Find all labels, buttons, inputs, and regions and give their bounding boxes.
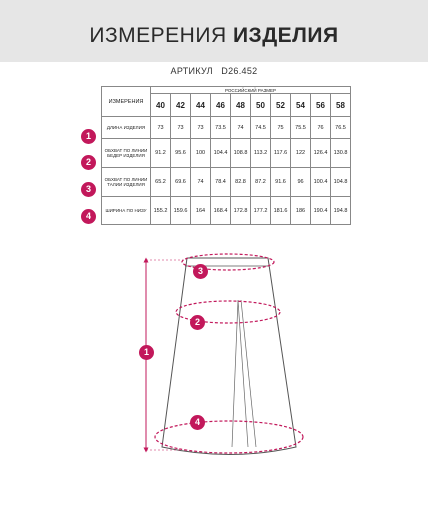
table-cell: 104.4: [211, 139, 231, 168]
size-header: 40: [151, 94, 171, 117]
table-cell: 75.5: [291, 117, 311, 139]
table-cell: 76.5: [331, 117, 351, 139]
table-cell: 74: [191, 168, 211, 197]
table-cell: 96: [291, 168, 311, 197]
size-header: 48: [231, 94, 251, 117]
table-cell: 168.4: [211, 197, 231, 225]
row-label: ОБХВАТ ПО ЛИНИИ БЕДЕР ИЗДЕЛИЯ: [102, 139, 151, 168]
table-cell: 75: [271, 117, 291, 139]
title-bold: ИЗДЕЛИЯ: [232, 24, 339, 47]
table-cell: 74: [231, 117, 251, 139]
table-cell: 113.2: [251, 139, 271, 168]
table-cell: 194.8: [331, 197, 351, 225]
row-badge-3: 3: [81, 182, 96, 197]
diagram-marker-2: 2: [190, 315, 205, 330]
table-cell: 108.8: [231, 139, 251, 168]
table-cell: 122: [291, 139, 311, 168]
table-cell: 190.4: [311, 197, 331, 225]
table-cell: 126.4: [311, 139, 331, 168]
size-header: 58: [331, 94, 351, 117]
size-header: 44: [191, 94, 211, 117]
table-cell: 181.6: [271, 197, 291, 225]
diagram-marker-1: 1: [139, 345, 154, 360]
table-cell: 76: [311, 117, 331, 139]
table-cell: 130.8: [331, 139, 351, 168]
diagram-marker-4: 4: [190, 415, 205, 430]
table-cell: 65.2: [151, 168, 171, 197]
table-cell: 73: [191, 117, 211, 139]
table-cell: 73.5: [211, 117, 231, 139]
table-cell: 104.8: [331, 168, 351, 197]
row-badge-4: 4: [81, 209, 96, 224]
table-cell: 172.8: [231, 197, 251, 225]
table-cell: 91.6: [271, 168, 291, 197]
table-cell: 87.2: [251, 168, 271, 197]
size-header: 56: [311, 94, 331, 117]
size-header: 50: [251, 94, 271, 117]
table-cell: 100: [191, 139, 211, 168]
table-cell: 117.6: [271, 139, 291, 168]
table-cell: 69.6: [171, 168, 191, 197]
row-badge-2: 2: [81, 155, 96, 170]
size-header: 52: [271, 94, 291, 117]
table-cell: 100.4: [311, 168, 331, 197]
row-label: ШИРИНА ПО НИЗУ: [102, 197, 151, 225]
row-badge-1: 1: [81, 129, 96, 144]
table-cell: 95.6: [171, 139, 191, 168]
table-cell: 177.2: [251, 197, 271, 225]
measurements-header: ИЗМЕРЕНИЯ: [102, 87, 151, 117]
size-header: 46: [211, 94, 231, 117]
article-label: АРТИКУЛ: [170, 66, 213, 76]
size-header: 42: [171, 94, 191, 117]
table-cell: 186: [291, 197, 311, 225]
diagram-marker-3: 3: [193, 264, 208, 279]
table-cell: 91.2: [151, 139, 171, 168]
table-cell: 78.4: [211, 168, 231, 197]
row-label: ОБХВАТ ПО ЛИНИИ ТАЛИИ ИЗДЕЛИЯ: [102, 168, 151, 197]
row-label: ДЛИНА ИЗДЕЛИЯ: [102, 117, 151, 139]
title-light: ИЗМЕРЕНИЯ: [89, 24, 227, 47]
table-cell: 159.6: [171, 197, 191, 225]
table-cell: 73: [171, 117, 191, 139]
size-group-header: РОССИЙСКИЙ РАЗМЕР: [151, 87, 351, 94]
table-cell: 73: [151, 117, 171, 139]
table-cell: 164: [191, 197, 211, 225]
table-cell: 74.5: [251, 117, 271, 139]
table-cell: 82.8: [231, 168, 251, 197]
size-header: 54: [291, 94, 311, 117]
article-code: D26.452: [221, 66, 258, 76]
table-cell: 155.2: [151, 197, 171, 225]
